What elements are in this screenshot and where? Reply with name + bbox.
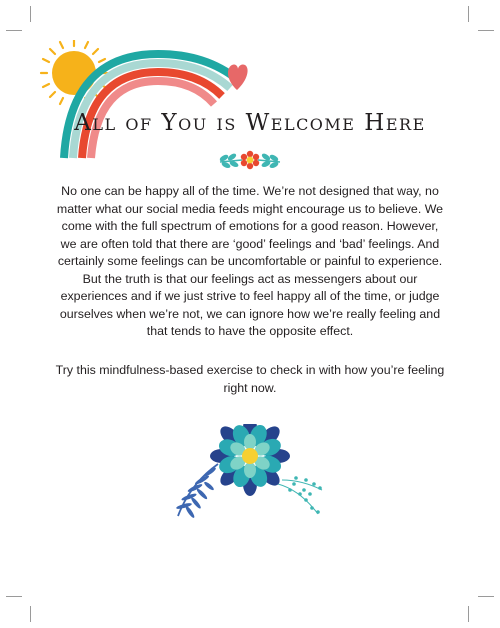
fern-icon <box>176 464 218 519</box>
flower-icon <box>210 424 290 496</box>
exercise-prompt: Try this mindfulness-based exercise to check in with how you’re feeling right now. <box>55 363 445 395</box>
crop-mark <box>30 6 31 22</box>
rainbow-illustration <box>38 40 258 165</box>
crop-mark <box>6 596 22 597</box>
intro-paragraph: No one can be happy all of the time. We’re not designed that way, no matter what our social media feeds might encourage us to believe. We come with the full spectrum of emotions for a good reason. However, we are often told that there are ‘good’ feelings and ‘bad’ feelings. And certainly some feelings can be uncomfortable or painful to experience. But the truth is that our feelings act as messengers about our experiences and if we just strive to feel happy all of the time, or judge ourselves when we’re not, we can ignore how we’re really feeling and that tends to have the opposite effect. <box>56 184 444 338</box>
floral-divider-icon <box>214 148 286 172</box>
crop-mark <box>478 596 494 597</box>
sprig-icon <box>278 477 322 514</box>
flower-illustration <box>170 424 330 524</box>
crop-mark <box>468 6 469 22</box>
page-title: All of You is Welcome Here <box>74 110 426 136</box>
crop-mark <box>6 30 22 31</box>
crop-mark <box>478 30 494 31</box>
crop-mark <box>468 606 469 622</box>
crop-mark <box>30 606 31 622</box>
